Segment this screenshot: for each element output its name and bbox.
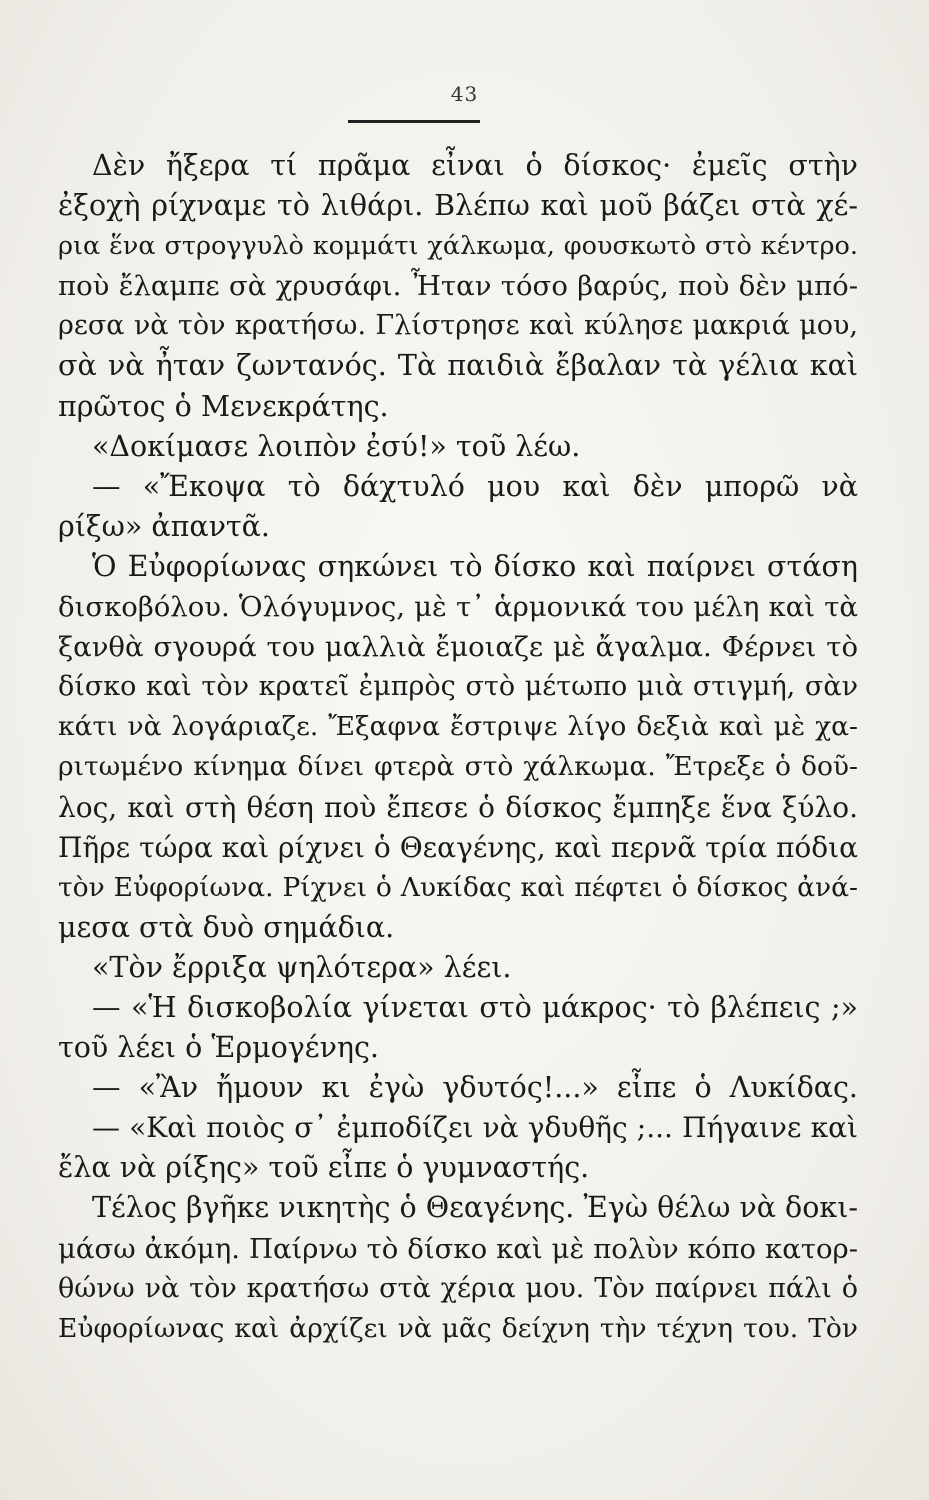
body-text bbox=[58, 146, 858, 1349]
text-line: πρῶτος ὁ Μενεκράτης. bbox=[58, 389, 389, 423]
text-line: ἔλα νὰ ρίξης» τοῦ εἶπε ὁ γυμναστής. bbox=[58, 1151, 590, 1185]
text-line: «Τὸν ἔρριξα ψηλότερα» λέει. bbox=[92, 950, 512, 984]
text-line: δισκοβόλου. Ὁλόγυμνος, μὲ τ᾽ ἁρμονικά του μέλη καὶ τὰ bbox=[58, 591, 858, 624]
text-line: τὸν Εὐφορίωνα. Ρίχνει ὁ Λυκίδας καὶ πέφτει ὁ δίσκος ἀνά- bbox=[58, 871, 858, 903]
text-line: λος, καὶ στὴ θέση ποὺ ἔπεσε ὁ δίσκος ἔμπηξε ἕνα ξύλο. bbox=[58, 790, 858, 824]
text-line: Τέλος βγῆκε νικητὴς ὁ Θεαγένης. Ἐγὼ θέλω νὰ δοκι- bbox=[92, 1191, 858, 1225]
text-line: ἐξοχὴ ρίχναμε τὸ λιθάρι. Βλέπω καὶ μοῦ βάζει στὰ χέ- bbox=[58, 189, 858, 223]
text-line: ρεσα νὰ τὸν κρατήσω. Γλίστρησε καὶ κύλησε μακριά μου, bbox=[58, 310, 858, 342]
page-number: 43 bbox=[450, 82, 479, 106]
text-line: μάσω ἀκόμη. Παίρνω τὸ δίσκο καὶ μὲ πολὺν κόπο κατορ- bbox=[58, 1232, 858, 1265]
text-line: δίσκο καὶ τὸν κρατεῖ ἐμπρὸς στὸ μέτωπο μιὰ στιγμή, σὰν bbox=[58, 671, 858, 703]
text-line: ποὺ ἔλαμπε σὰ χρυσάφι. Ἦταν τόσο βαρύς, ποὺ δὲν μπό- bbox=[58, 270, 858, 303]
text-line: ξανθὰ σγουρά του μαλλιὰ ἔμοιαζε μὲ ἄγαλμα. Φέρνει τὸ bbox=[58, 631, 858, 664]
text-line: ρια ἕνα στρογγυλὸ κομμάτι χάλκωμα, φουσκωτὸ στὸ κέντρο. bbox=[58, 231, 858, 262]
text-line: — «Ἔκοψα τὸ δάχτυλό μου καὶ δὲν μπορῶ νὰ bbox=[92, 469, 858, 503]
text-line: — «Ἡ δισκοβολία γίνεται στὸ μάκρος· τὸ βλέπεις ;» bbox=[92, 990, 858, 1024]
text-line: κάτι νὰ λογάριαζε. Ἔξαφνα ἔστριψε λίγο δεξιὰ καὶ μὲ χα- bbox=[58, 711, 858, 743]
text-line: — «Ἂν ἤμουν κι ἐγὼ γδυτός!...» εἶπε ὁ Λυκίδας. bbox=[92, 1071, 858, 1105]
header-rule bbox=[348, 120, 480, 123]
text-line: θώνω νὰ τὸν κρατήσω στὰ χέρια μου. Τὸν παίρνει πάλι ὁ bbox=[58, 1272, 858, 1304]
text-line: «Δοκίμασε λοιπὸν ἐσύ!» τοῦ λέω. bbox=[92, 429, 581, 463]
text-line: ριτωμένο κίνημα δίνει φτερὰ στὸ χάλκωμα. Ἔτρεξε ὁ δοῦ- bbox=[58, 751, 858, 783]
text-line: μεσα στὰ δυὸ σημάδια. bbox=[58, 910, 395, 944]
text-line: Ὁ Εὐφορίωνας σηκώνει τὸ δίσκο καὶ παίρνει στάση bbox=[92, 549, 858, 583]
text-line: — «Καὶ ποιὸς σ᾽ ἐμποδίζει νὰ γδυθῆς ;... Πήγαινε καὶ bbox=[92, 1111, 858, 1145]
text-line: Εὐφορίωνας καὶ ἀρχίζει νὰ μᾶς δείχνη τὴν τέχνη του. Τὸν bbox=[58, 1312, 858, 1344]
text-line: τοῦ λέει ὁ Ἑρμογένης. bbox=[58, 1031, 379, 1065]
text-line: ρίξω» ἀπαντᾶ. bbox=[58, 509, 270, 543]
text-line: Δὲν ἤξερα τί πρᾶμα εἶναι ὁ δίσκος· ἐμεῖς στὴν bbox=[92, 149, 858, 182]
text-line: Πῆρε τώρα καὶ ρίχνει ὁ Θεαγένης, καὶ περνᾶ τρία πόδια bbox=[58, 830, 858, 864]
text-line: σὰ νὰ ἦταν ζωντανός. Τὰ παιδιὰ ἔβαλαν τὰ γέλια καὶ bbox=[58, 349, 858, 383]
